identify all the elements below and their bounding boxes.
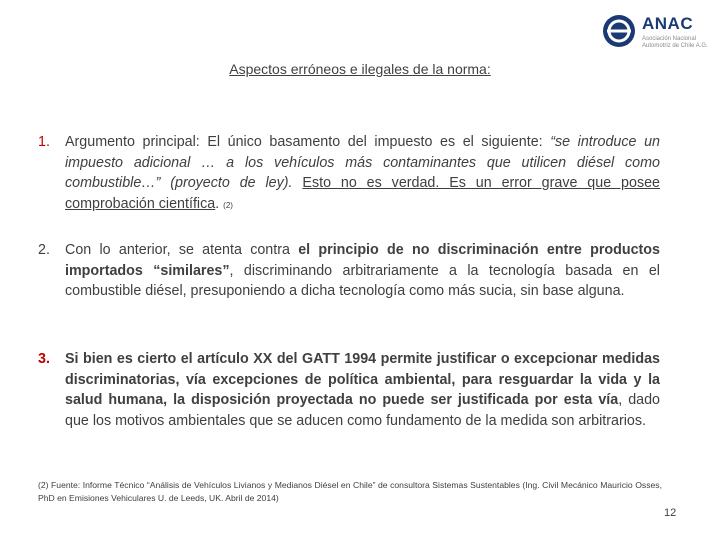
list-item-1 [38, 132, 660, 216]
list-item-3 [38, 349, 660, 431]
item-bold: el principio de no discriminación entre productos importados “similares” [65, 242, 660, 279]
anac-logo [600, 12, 712, 56]
item-number: 2. [38, 242, 50, 258]
footnote: (2) Fuente: Informe Técnico “Análisis de Vehículos Livianos y Medianos Diésel en Chile” de consultora Sistemas Sustentables (Ing. Civil Mecánico Mauricio Osses, PhD en Emisiones Vehiculares U. de Leeds, UK. Abril de 2014) [38, 480, 662, 503]
item-text [65, 349, 660, 431]
item-bold: Si bien es cierto el artículo XX del GATT 1994 permite justificar o excepcionar medidas discriminatorias, vía excepciones de política ambiental, para resguardar la vida y la salud humana, la disposición proyectada no puede ser justificada por esta vía [65, 351, 660, 408]
reference-mark: (2) [223, 200, 233, 210]
page-title: Aspectos erróneos e ilegales de la norma: [229, 61, 491, 77]
anac-logo-icon [602, 14, 636, 48]
logo-name: ANAC [642, 14, 694, 33]
item-text-rest: , dado que los motivos ambientales que se aducen como fundamento de la medida son arbitrarios. [65, 392, 660, 429]
item-quote: “se introduce un impuesto adicional … a los vehículos más contaminantes que utilicen diésel como combustible…” (proyecto de ley). [65, 134, 660, 191]
item-end: . [215, 195, 220, 212]
item-underlined: Esto no es verdad. Es un error grave que posee comprobación científica [65, 175, 660, 212]
item-text-2: , discriminando arbitrariamente a la tecnología basada en el combustible diésel, presuponiendo a dicha tecnología como más sucia, sin base alguna. [65, 262, 660, 299]
item-text [65, 132, 660, 216]
item-text-1: Con lo anterior, se atenta contra [65, 242, 299, 258]
logo-subtitle: Asociación Nacional Automotriz de Chile A.G. [642, 36, 708, 49]
item-number: 3. [38, 351, 50, 367]
item-number: 1. [38, 134, 50, 150]
item-lead: Argumento principal: El único basamento del impuesto es el siguiente: [65, 134, 551, 150]
page-number: 12 [664, 507, 677, 519]
list-item-2 [38, 240, 660, 302]
item-text [65, 240, 660, 302]
